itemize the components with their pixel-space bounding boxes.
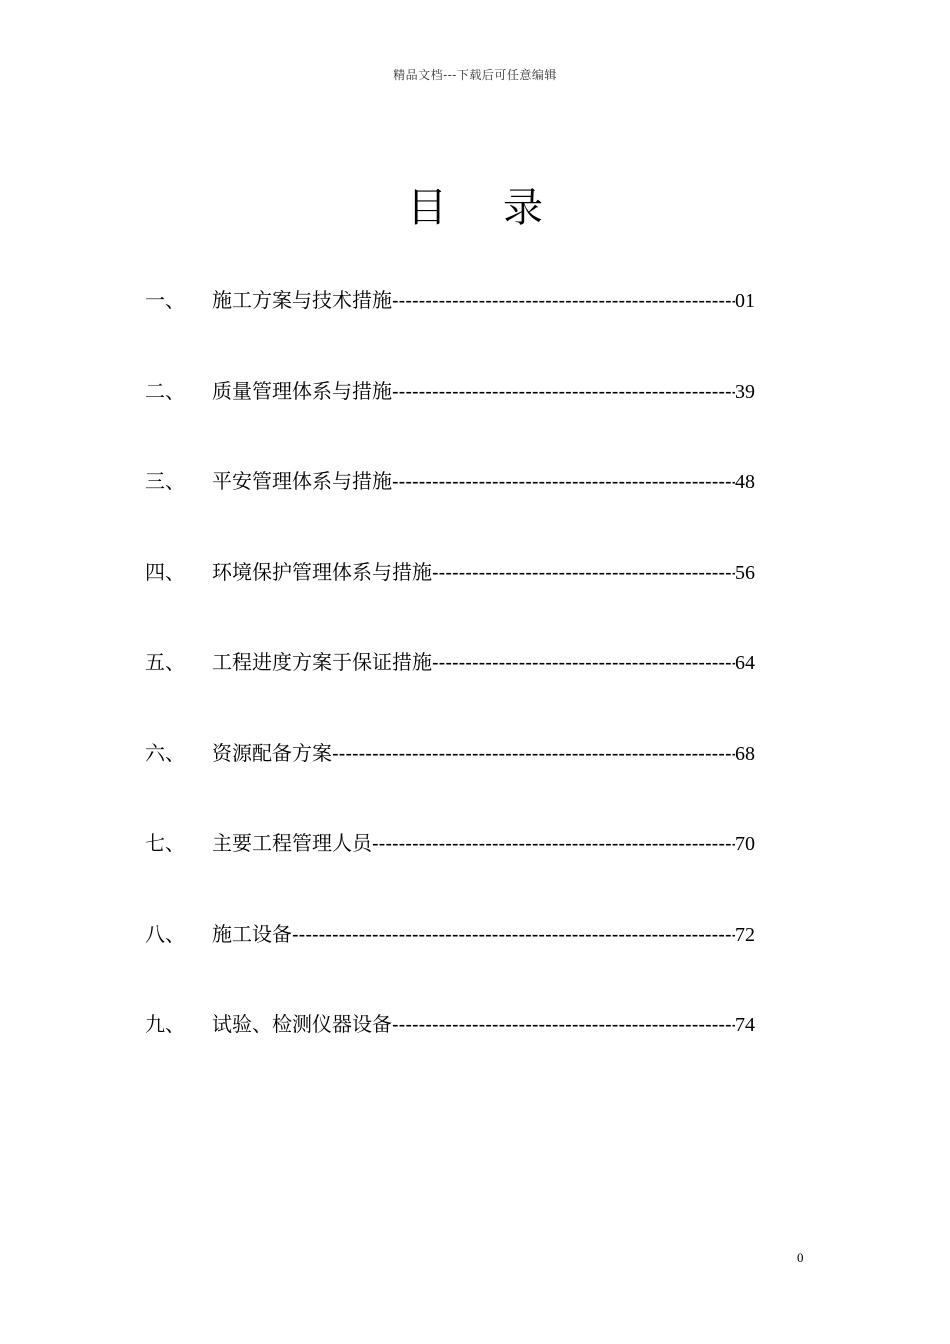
toc-dot-leader: [392, 285, 735, 317]
toc-entry-title: 主要工程管理人员: [212, 831, 372, 855]
toc-entry-title: 工程进度方案于保证措施: [212, 650, 432, 674]
toc-entry-page: 56: [735, 561, 755, 584]
toc-entry[interactable]: [145, 918, 755, 1009]
document-header: 精品文档---下载后可任意编辑: [393, 68, 557, 82]
toc-entry-page: 74: [735, 1014, 755, 1036]
toc-entry-title: 质量管理体系与措施: [212, 378, 392, 403]
toc-entry-page: 72: [735, 923, 755, 946]
toc-entry-page: 01: [735, 290, 755, 312]
toc-dot-leader: [292, 919, 735, 951]
toc-entry-number: 七、: [145, 831, 185, 855]
toc-entry[interactable]: [145, 556, 755, 647]
toc-dot-leader: [392, 376, 735, 408]
toc-entry-number: 一、: [145, 288, 185, 312]
toc-entry-page: 68: [735, 742, 755, 765]
toc-entry-page: 64: [735, 652, 755, 674]
toc-entry[interactable]: [145, 375, 755, 466]
toc-dot-leader: [392, 466, 735, 498]
toc-dot-leader: [432, 647, 735, 679]
toc-entry-page: 48: [735, 471, 755, 493]
toc-entry[interactable]: [145, 827, 755, 918]
toc-entry[interactable]: [145, 737, 755, 828]
page-number: 0: [797, 1250, 804, 1265]
toc-entry[interactable]: [145, 465, 755, 556]
title-char-2: 录: [503, 185, 543, 231]
toc-entry-number: 九、: [145, 1012, 185, 1036]
toc-dot-leader: [372, 828, 735, 860]
toc-dot-leader: [392, 1009, 735, 1041]
toc-entry-title: 环境保护管理体系与措施: [212, 559, 432, 584]
toc-entry-number: 二、: [145, 378, 185, 403]
toc-entry-page: 39: [735, 380, 755, 403]
toc-entry-number: 三、: [145, 469, 185, 493]
toc-entry-title: 平安管理体系与措施: [212, 469, 392, 493]
toc-entry-title: 试验、检测仪器设备: [212, 1012, 392, 1036]
toc-entry-number: 六、: [145, 740, 185, 765]
toc-dot-leader: [432, 557, 735, 589]
toc-entry-number: 八、: [145, 921, 185, 946]
title-char-1: 目: [407, 185, 447, 231]
toc-entry-page: 70: [735, 833, 755, 855]
toc-entry[interactable]: [145, 284, 755, 375]
toc-entry[interactable]: [145, 1008, 755, 1099]
page-title: [0, 176, 950, 233]
toc-entry-number: 五、: [145, 650, 185, 674]
toc-entry-title: 施工设备: [212, 921, 292, 946]
toc-entry-title: 施工方案与技术措施: [212, 288, 392, 312]
table-of-contents: [145, 284, 755, 1099]
toc-entry-title: 资源配备方案: [212, 740, 332, 765]
toc-entry-number: 四、: [145, 559, 185, 584]
toc-entry[interactable]: [145, 646, 755, 737]
toc-dot-leader: [332, 738, 735, 770]
